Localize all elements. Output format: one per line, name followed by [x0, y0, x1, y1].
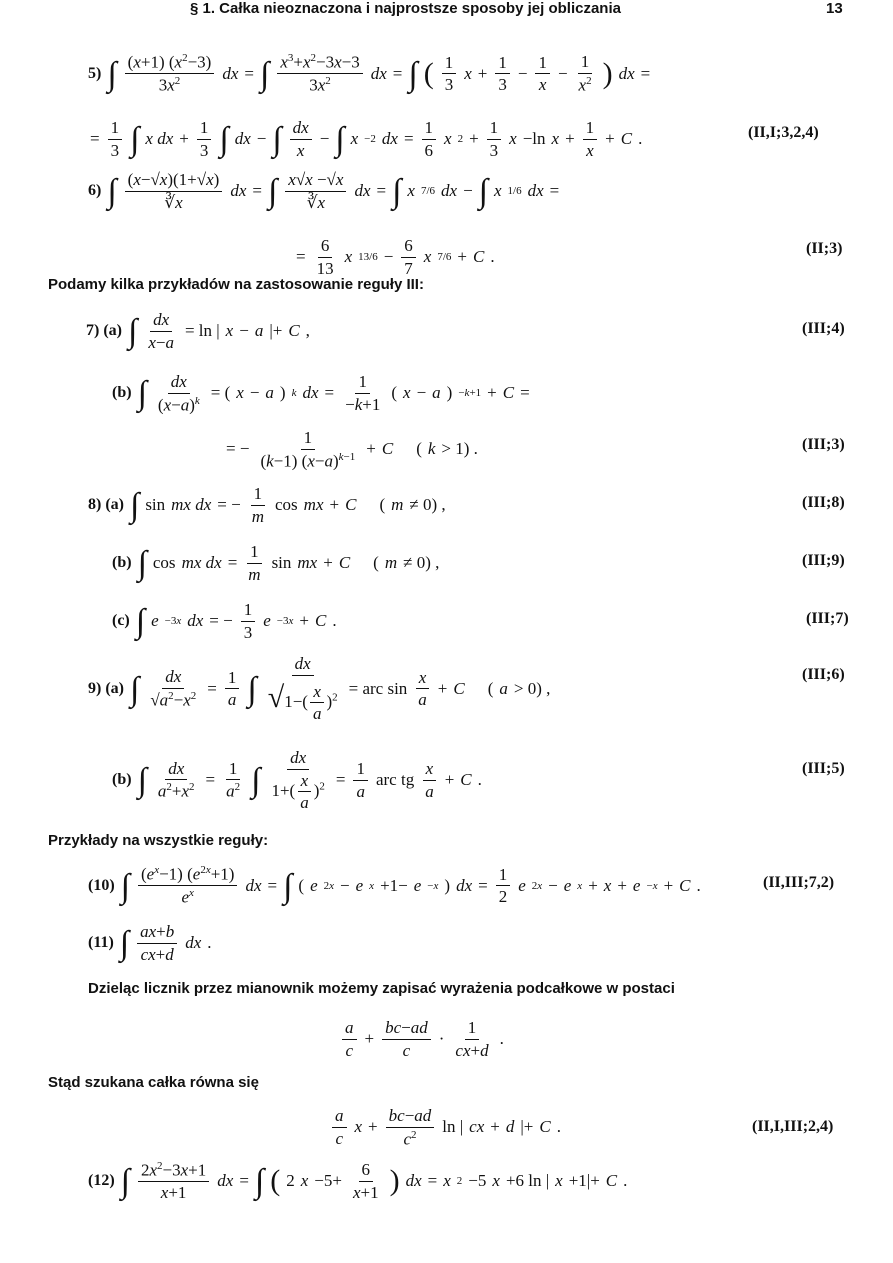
equation-6-line-2: = $\frac{6}{13}$ x 13/6 − $\frac{6}{7}$ x 7/6 + C . — [296, 236, 495, 278]
equation-8c-label: (c) — [112, 612, 130, 630]
paragraph-all-rules: Przykłady na wszystkie reguły: — [48, 832, 269, 849]
paragraph-rule-iii-intro: Podamy kilka przykładów na zastosowanie reguły III: — [48, 276, 424, 293]
paragraph-division: Dzieląc licznik przez mianownik możemy zapisać wyrażenia podcałkowe w postaci — [88, 980, 675, 997]
equation-7a: 7) (a) ∫ $\frac{dx}{x-a}$ = ln | x − a |+ C , — [86, 310, 310, 352]
equation-7b-line-1: (b) ∫ $\frac{dx}{(x-a)^k}$ = ( x − a ) k dx = $\frac{1}{-k+1}$ ( x − a ) −k+1 + C = — [112, 372, 530, 415]
rule-tag-10: (II,III;7,2) — [763, 874, 835, 891]
rule-tag-11: (II,I,III;2,4) — [752, 1118, 834, 1135]
rule-tag-5: (II,I;3,2,4) — [748, 124, 819, 141]
rule-tag-6: (II;3) — [806, 240, 843, 257]
section-title: § 1. Całka nieoznaczona i najprostsze sposoby jej obliczania — [190, 0, 621, 17]
equation-10: (10) ∫ $\frac{(e^x-1) (e^{2x}+1)}{e^x}$ dx = ∫ ( e 2x − e x +1− e −x ) dx = $\frac{1}{2}$ e 2x − e x + x + e −x + C . — [88, 864, 701, 907]
equation-11-label: (11) — [88, 934, 114, 952]
equation-9b: (b) ∫ $\frac{dx}{a^2+x^2}$ = $\frac{1}{a^2}$ ∫ dx 1+( $\frac{x}{a}$ )$^2$ = $\frac{1}{a}$ arc tg $\frac{x}{a}$ + C . — [112, 748, 482, 813]
rule-tag-7b: (III;3) — [802, 436, 845, 453]
equation-10-label: (10) — [88, 876, 115, 894]
page-number: 13 — [826, 0, 843, 17]
rule-tag-7a: (III;4) — [802, 320, 845, 337]
equation-8c: (c) ∫ e −3x dx = − $\frac{1}{3}$ e −3x + C . — [112, 600, 337, 642]
equation-5-line-1: 5) ∫ $\frac{(x+1) (x^2-3)}{3x^2}$ dx = ∫ $\frac{x^3+x^2-3x-3}{3x^2}$ dx = ∫ ( $\frac{1}{3}$ x + $\frac{1}{3}$ − $\frac{1}{x}$ − $\frac{1}{x^2}$ ) dx = — [88, 52, 651, 95]
rule-tag-8c: (III;7) — [806, 610, 849, 627]
rule-tag-8b: (III;9) — [802, 552, 845, 569]
integrand-form: $\frac{a}{c}$ + $\frac{bc-ad}{c}$ · $\frac{1}{cx+d}$ . — [340, 1018, 504, 1060]
equation-6-line-1: 6) ∫ $\frac{(x-√x)(1+√x)}{∛x}$ dx = ∫ $\frac{x√x -√x}{∛x}$ dx = ∫ x 7/6 dx − ∫ x 1/6 dx = — [88, 170, 560, 212]
equation-11: (11) ∫ $\frac{ax+b}{cx+d}$ dx . — [88, 922, 212, 964]
rule-tag-8a: (III;8) — [802, 494, 845, 511]
equation-7b-line-2: = − $\frac{1}{(k-1) (x-a)^{k-1}}$ + C ( k > 1) . — [226, 428, 478, 471]
equation-7a-label: 7) (a) — [86, 322, 122, 340]
equation-8b-label: (b) — [112, 554, 132, 572]
equation-8b: (b) ∫ cos mx dx = $\frac{1}{m}$ sin mx + C ( m ≠ 0) , — [112, 542, 440, 584]
equation-8a: 8) (a) ∫ sin mx dx = − $\frac{1}{m}$ cos mx + C ( m ≠ 0) , — [88, 484, 446, 526]
equation-7b-label: (b) — [112, 384, 132, 402]
paragraph-result: Stąd szukana całka równa się — [48, 1074, 259, 1091]
rule-tag-9a: (III;6) — [802, 666, 845, 683]
equation-8a-label: 8) (a) — [88, 496, 124, 514]
equation-12: (12) ∫ $\frac{2x^2-3x+1}{x+1}$ dx = ∫ ( 2 x −5+ $\frac{6}{x+1}$ ) dx = x 2 −5 x +6 ln | x +1|+ C . — [88, 1160, 628, 1203]
equation-9a-label: 9) (a) — [88, 679, 124, 697]
equation-9a: 9) (a) ∫ $\frac{dx}{√a^2-x^2}$ = $\frac{1}{a}$ ∫ dx √1−( $\frac{x}{a}$ )$^2$ = arc sin $\frac{x}{a}$ + C ( a > 0) , — [88, 654, 551, 724]
equation-5-label: 5) — [88, 64, 102, 82]
rule-tag-9b: (III;5) — [802, 760, 845, 777]
equation-12-label: (12) — [88, 1172, 115, 1190]
result-11: $\frac{a}{c}$ x + $\frac{bc-ad}{c^2}$ ln | cx + d |+ C . — [330, 1106, 561, 1149]
equation-9b-label: (b) — [112, 771, 132, 789]
equation-6-label: 6) — [88, 182, 102, 200]
equation-5-line-2: = $\frac{1}{3}$ ∫ x dx + $\frac{1}{3}$ ∫ dx − ∫ $\frac{dx}{x}$ − ∫ x −2 dx = $\frac{1}{6}$ x 2 + $\frac{1}{3}$ x −ln x + $\frac{1}{x}$ + C . — [90, 118, 643, 160]
